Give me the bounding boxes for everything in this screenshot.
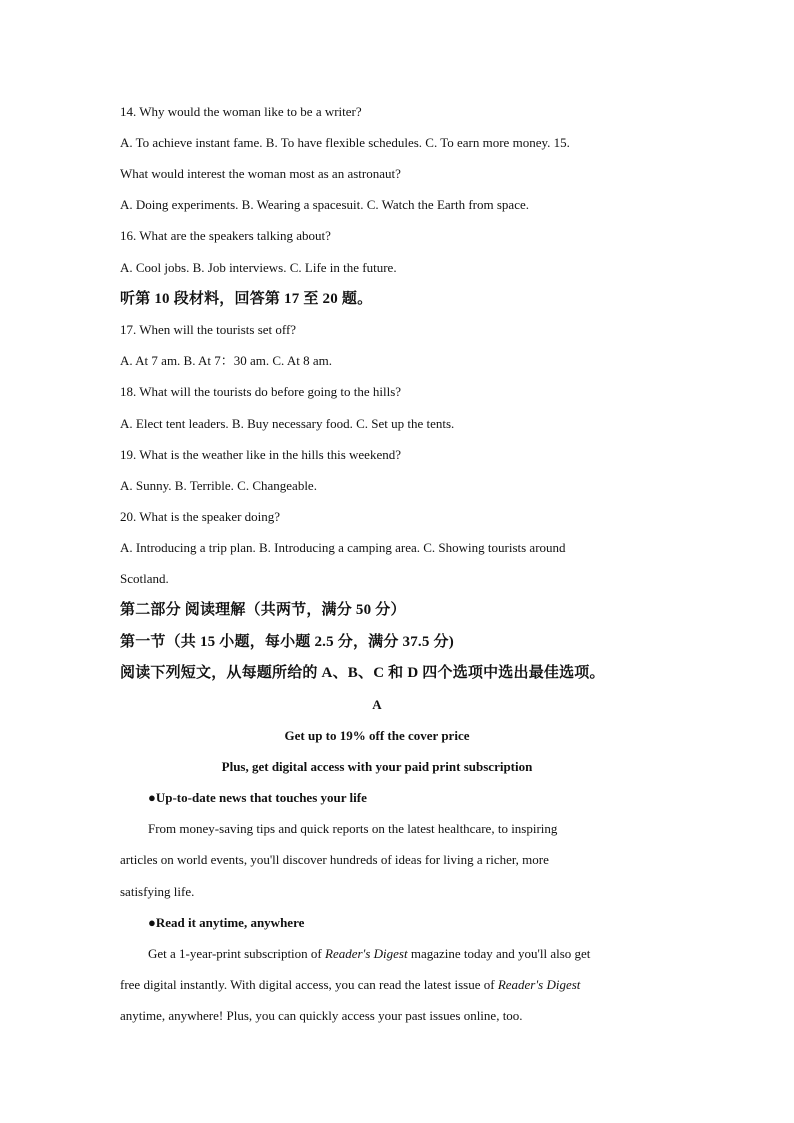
- question-20-options: A. Introducing a trip plan. B. Introducing a camping area. C. Showing tourists around: [120, 540, 566, 555]
- question-19-options: A. Sunny. B. Terrible. C. Changeable.: [120, 478, 317, 493]
- section-one-heading: 第一节（共 15 小题，每小题 2.5 分，满分 37.5 分): [120, 634, 454, 650]
- part-two-heading: 第二部分 阅读理解（共两节，满分 50 分）: [120, 602, 406, 618]
- passage-headline: Get up to 19% off the cover price: [284, 728, 470, 743]
- passage-subheadline: Plus, get digital access with your paid print subscription: [221, 759, 533, 774]
- magazine-title: Reader's Digest: [325, 946, 408, 961]
- paragraph-2-text: magazine today and you'll also get: [407, 946, 591, 961]
- bullet-heading-news: ●Up-to-date news that touches your life: [148, 790, 367, 805]
- question-15-options: A. Doing experiments. B. Wearing a spacesuit. C. Watch the Earth from space.: [120, 197, 529, 212]
- paragraph-2-text: Get a 1-year-print subscription of: [148, 946, 325, 961]
- passage-letter: A: [372, 697, 382, 712]
- reading-instructions: 阅读下列短文，从每题所给的 A、B、C 和 D 四个选项中选出最佳选项。: [120, 665, 605, 681]
- paragraph-2-line-1: [148, 945, 634, 963]
- paragraph-1-line-3: satisfying life.: [120, 884, 195, 899]
- question-14: 14. Why would the woman like to be a writer?: [120, 104, 362, 119]
- question-20: 20. What is the speaker doing?: [120, 509, 281, 524]
- question-17-options: A. At 7 am. B. At 7：30 am. C. At 8 am.: [120, 353, 332, 368]
- paragraph-2-line-2: [120, 976, 634, 994]
- paragraph-1-line-1: From money-saving tips and quick reports on the latest healthcare, to inspiring: [148, 821, 558, 836]
- question-14-options: A. To achieve instant fame. B. To have flexible schedules. C. To earn more money. 15.: [120, 135, 570, 150]
- paragraph-1-line-2: articles on world events, you'll discover hundreds of ideas for living a richer, more: [120, 852, 549, 867]
- section-10-heading: 听第 10 段材料，回答第 17 至 20 题。: [120, 291, 373, 307]
- question-18-options: A. Elect tent leaders. B. Buy necessary food. C. Set up the tents.: [120, 416, 455, 431]
- question-18: 18. What will the tourists do before going to the hills?: [120, 384, 402, 399]
- paragraph-2-text: free digital instantly. With digital access, you can read the latest issue of: [120, 977, 498, 992]
- question-19: 19. What is the weather like in the hills this weekend?: [120, 447, 401, 462]
- question-16: 16. What are the speakers talking about?: [120, 228, 331, 243]
- question-16-options: A. Cool jobs. B. Job interviews. C. Life in the future.: [120, 260, 397, 275]
- paragraph-2-line-3: anytime, anywhere! Plus, you can quickly access your past issues online, too.: [120, 1008, 523, 1023]
- question-20-options-cont: Scotland.: [120, 571, 169, 586]
- question-15: What would interest the woman most as an astronaut?: [120, 166, 401, 181]
- magazine-title: Reader's Digest: [497, 977, 581, 992]
- bullet-heading-anytime: ●Read it anytime, anywhere: [148, 915, 305, 930]
- question-17: 17. When will the tourists set off?: [120, 322, 297, 337]
